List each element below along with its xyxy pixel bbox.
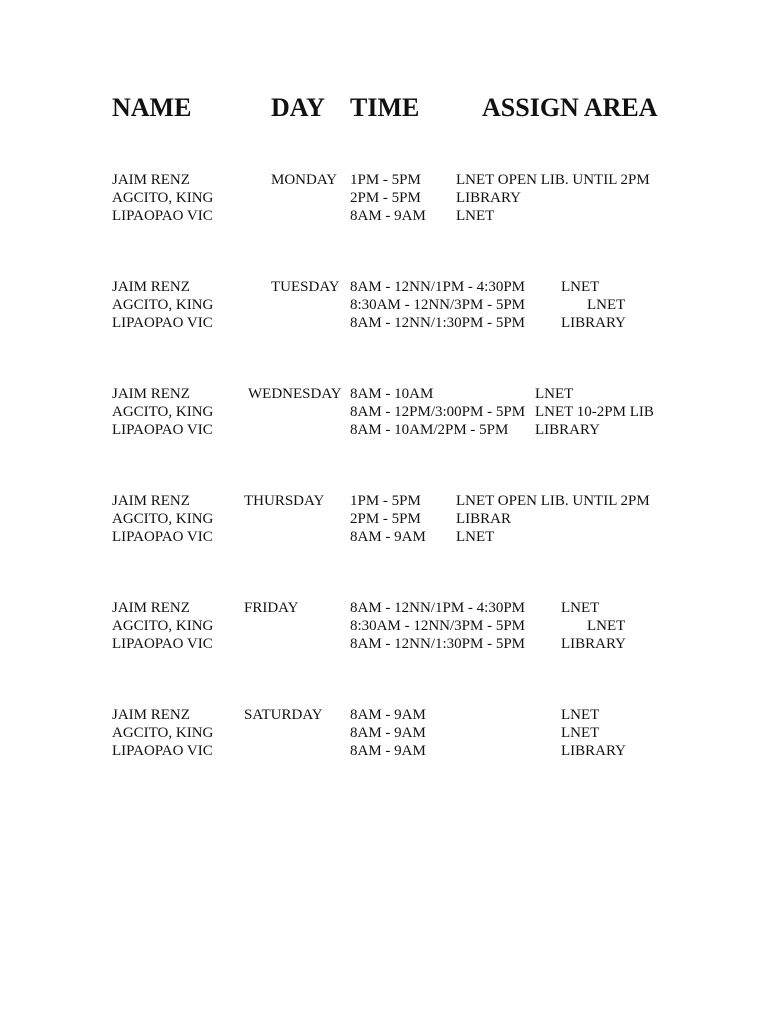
- schedule-row: [0, 635, 768, 653]
- row-time: 8AM - 9AM: [350, 707, 426, 723]
- row-name: LIPAOPAO VIC: [112, 743, 213, 759]
- row-day: FRIDAY: [244, 600, 299, 616]
- schedule-row: [0, 171, 768, 189]
- row-name: LIPAOPAO VIC: [112, 208, 213, 224]
- row-name: JAIM RENZ: [112, 600, 190, 616]
- row-area: LIBRARY: [535, 422, 601, 438]
- row-area: LNET: [561, 725, 600, 741]
- schedule-row: [0, 617, 768, 635]
- schedule-row: [0, 528, 768, 546]
- schedule-row: [0, 314, 768, 332]
- row-name: JAIM RENZ: [112, 707, 190, 723]
- row-day: MONDAY: [271, 172, 338, 188]
- row-area: LNET: [587, 297, 626, 313]
- header-day: DAY: [271, 93, 325, 122]
- schedule-row: [0, 724, 768, 742]
- row-day: THURSDAY: [244, 493, 325, 509]
- row-day: SATURDAY: [244, 707, 323, 723]
- header-name: NAME: [112, 93, 192, 122]
- row-area: LNET 10-2PM LIB: [535, 404, 654, 420]
- row-time: 8AM - 9AM: [350, 529, 426, 545]
- schedule-row: [0, 189, 768, 207]
- row-area: LIBRARY: [456, 190, 522, 206]
- row-name: LIPAOPAO VIC: [112, 315, 213, 331]
- row-day: WEDNESDAY: [248, 386, 342, 402]
- row-day: TUESDAY: [271, 279, 340, 295]
- row-time: 8AM - 9AM: [350, 725, 426, 741]
- row-name: AGCITO, KING: [112, 297, 214, 313]
- schedule-row: [0, 385, 768, 403]
- row-time: 8AM - 12PM/3:00PM - 5PM: [350, 404, 526, 420]
- row-time: 8AM - 12NN/1PM - 4:30PM: [350, 279, 526, 295]
- row-area: LNET: [561, 600, 600, 616]
- schedule-row: [0, 510, 768, 528]
- schedule-row: [0, 207, 768, 225]
- row-name: AGCITO, KING: [112, 618, 214, 634]
- row-area: LNET OPEN LIB. UNTIL 2PM: [456, 172, 650, 188]
- row-name: JAIM RENZ: [112, 493, 190, 509]
- row-time: 8AM - 10AM/2PM - 5PM: [350, 422, 509, 438]
- row-area: LNET: [561, 279, 600, 295]
- row-area: LIBRARY: [561, 315, 627, 331]
- row-name: AGCITO, KING: [112, 404, 214, 420]
- row-name: AGCITO, KING: [112, 190, 214, 206]
- row-time: 8AM - 12NN/1:30PM - 5PM: [350, 636, 526, 652]
- row-time: 8AM - 9AM: [350, 743, 426, 759]
- schedule-row: [0, 296, 768, 314]
- row-name: LIPAOPAO VIC: [112, 636, 213, 652]
- row-time: 8AM - 9AM: [350, 208, 426, 224]
- row-area: LNET: [535, 386, 574, 402]
- schedule-row: [0, 599, 768, 617]
- row-area: LNET: [587, 618, 626, 634]
- row-name: LIPAOPAO VIC: [112, 422, 213, 438]
- row-name: AGCITO, KING: [112, 725, 214, 741]
- row-time: 8:30AM - 12NN/3PM - 5PM: [350, 297, 526, 313]
- row-name: LIPAOPAO VIC: [112, 529, 213, 545]
- schedule-row: [0, 706, 768, 724]
- row-area: LIBRARY: [561, 636, 627, 652]
- row-time: 2PM - 5PM: [350, 190, 421, 206]
- schedule-row: [0, 492, 768, 510]
- row-time: 8AM - 12NN/1:30PM - 5PM: [350, 315, 526, 331]
- schedule-row: [0, 278, 768, 296]
- row-name: JAIM RENZ: [112, 172, 190, 188]
- row-name: AGCITO, KING: [112, 511, 214, 527]
- row-time: 2PM - 5PM: [350, 511, 421, 527]
- row-area: LIBRARY: [561, 743, 627, 759]
- row-name: JAIM RENZ: [112, 279, 190, 295]
- row-area: LNET: [561, 707, 600, 723]
- header-time: TIME: [350, 93, 420, 122]
- row-area: LNET: [456, 208, 495, 224]
- row-time: 1PM - 5PM: [350, 493, 421, 509]
- row-time: 8:30AM - 12NN/3PM - 5PM: [350, 618, 526, 634]
- header-assign-area: ASSIGN AREA: [482, 93, 658, 122]
- row-name: JAIM RENZ: [112, 386, 190, 402]
- row-area: LNET OPEN LIB. UNTIL 2PM: [456, 493, 650, 509]
- row-time: 8AM - 10AM: [350, 386, 434, 402]
- row-area: LIBRAR: [456, 511, 512, 527]
- row-time: 1PM - 5PM: [350, 172, 421, 188]
- row-time: 8AM - 12NN/1PM - 4:30PM: [350, 600, 526, 616]
- schedule-row: [0, 403, 768, 421]
- row-area: LNET: [456, 529, 495, 545]
- schedule-row: [0, 421, 768, 439]
- schedule-row: [0, 742, 768, 760]
